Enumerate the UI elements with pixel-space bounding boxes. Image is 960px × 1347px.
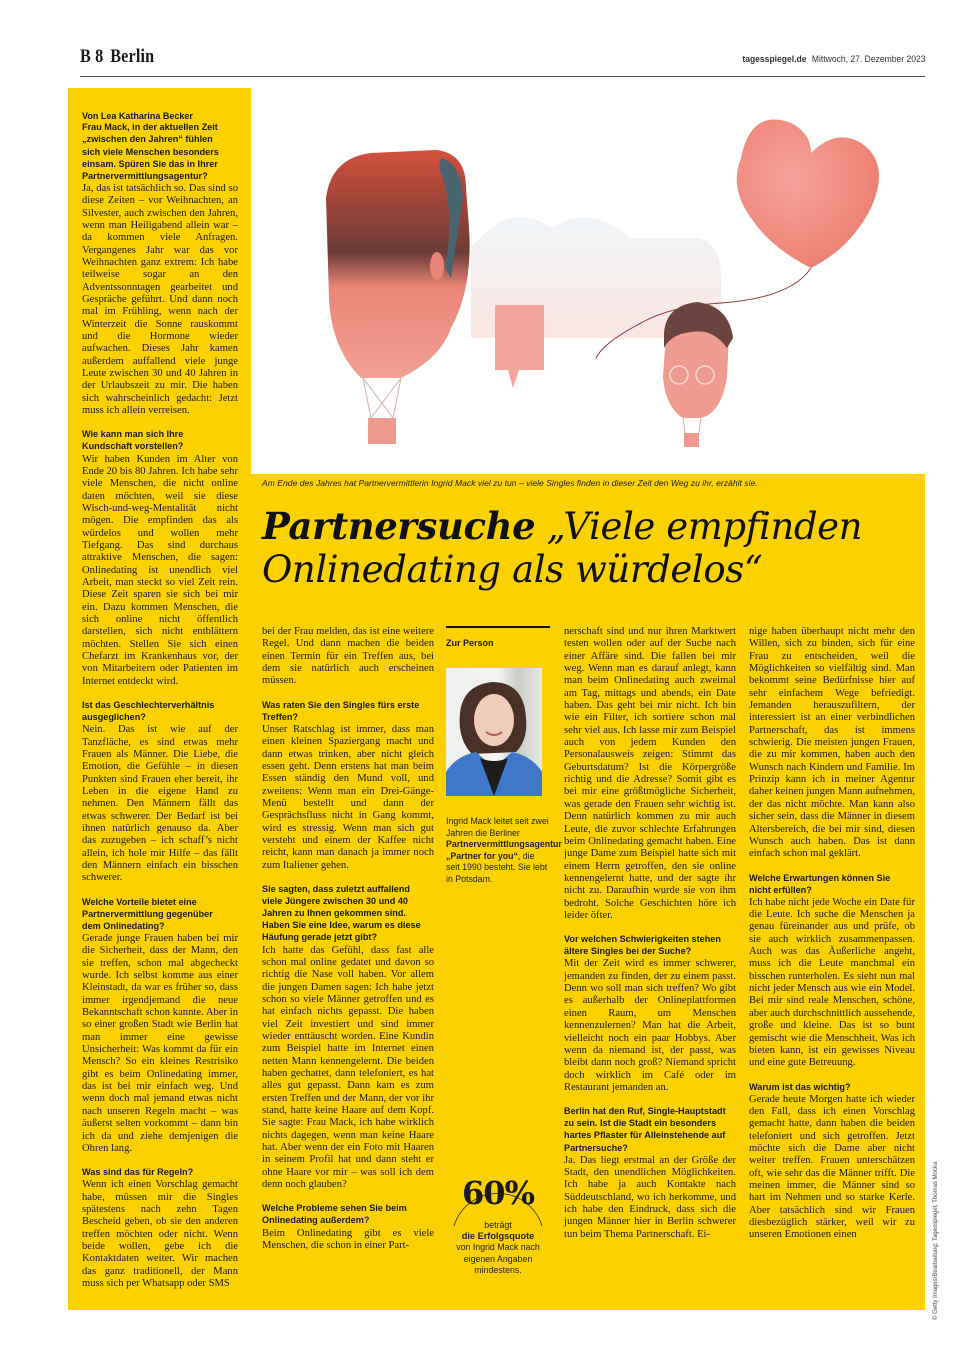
interview-question: Welche Probleme sehen Sie beim Onlinedating außerdem? — [262, 1203, 407, 1227]
headline-kicker: Partnersuche — [262, 504, 536, 548]
interview-question: Warum ist das wichtig? — [749, 1081, 851, 1093]
interview-question: Ist das Geschlechterverhältnis ausgeglichen? — [82, 700, 215, 724]
stat-box — [446, 1150, 550, 1276]
interview-question: Was sind das für Regeln? — [82, 1167, 194, 1179]
site-link[interactable]: tagesspiegel.de — [741, 54, 807, 65]
article-column-4 — [749, 626, 915, 1242]
stat-line-3: von Ingrid Mack nach eigenen Angaben mindestens. — [456, 1242, 540, 1275]
stat-line-1: beträgt — [484, 1220, 512, 1230]
photo-credit: © Getty Images/Bearbeitung: Tagesspiegel; Thomas Mocka — [933, 1161, 939, 1320]
interview-question: Vor welchen Schwierigkeiten stehen ältere Singles bei der Suche? — [564, 934, 721, 958]
interview-answer: Wir haben Kunden im Alter von Ende 20 bis 80 Jahren. Ich habe sehr viele Menschen, die nicht online daten möchten, weil sie diese Wisch-und-weg-Mentalität nicht mögen. Die empfinden das als würdelos und wollen mehr Tiefgang. Das sind durchaus attraktive Menschen, die sagen: Onlinedating ist unendlich viel Arbeit, man steckt so viel Zeit rein. Diese Zeit sparen sie sich bei mir ein. Dazu kommen Menschen, die sich online nicht öffentlich darstellen, sich nicht entblättern möchten. Stellen Sie sich einen Chefarzt im Krankenhaus vor, der von Mitarbeitern oder Patienten im Internet entdeckt wird. — [82, 453, 238, 687]
masthead — [80, 46, 925, 77]
interview-answer: Gerade heute Morgen hatte ich wieder den Fall, dass ich einen Vorschlag gemacht hatte, dann haben die beiden telefoniert und sich getroffen. Jetzt möchte sich die Dame aber nicht weiter treffen. Frauen unterschätzen oft, wie sehr das die Männer trifft. Die meinen immer, die Männer sind so hart im Nehmen und so starke Kerle. Aber tatsächlich sind wir Frauen diesbezüglich stärker, weil wir zu unseren Emotionen einen — [749, 1093, 915, 1241]
interview-answer: nerschaft sind und nur ihren Marktwert testen wollen oder auf der Suche nach einer Affäre sind. Die fallen bei mir weg. Wenn man es darauf anlegt, kann man beim Onlinedating auch zweimal am Tag, mittags und abends, ein Date haben. Das geht bei mir nicht. Ich bin wie ein Filter, ich sortiere schon mal sehr viel aus. Ich lasse mir zum Beispiel auch von jedem Kunden den Personalausweis zeigen: Stimmt das Geburtsdatum? Ist die Körpergröße richtig und die Adresse? Somit gibt es bei mir eine größtmögliche Sicherheit, was gerade den Frauen sehr wichtig ist. Denn natürlich kommen zu mir auch Leute, die zuvor schlechte Erfahrungen beim Onlinedating gemacht haben. Eine junge Dame zum Beispiel hatte sich mit einem Herrn getroffen, den sie online kennengelernt hatte, und der sagte ihr nicht zu. Daraufhin wurde sie von ihm bedroht. Solche Geschichten höre ich leider öfter. — [564, 626, 736, 921]
interview-answer: Nein. Das ist wie auf der Tanzfläche, es sind etwas mehr Frauen als Männer. Die Liebe, die Emotion, die Gefühle – in diesen Punkten sind Frauen eher bereit, ihr Leben in die eigene Hand zu nehmen. Den Männern fällt das etwas schwerer. Der Bedarf ist bei ihnen natürlich genauso da. Aber das zuzugeben – ich schaff’s nicht allein, ich hole mir Hilfe – das fällt den Männern einfach ein bisschen schwerer. — [82, 724, 238, 884]
interview-answer: nige haben überhaupt nicht mehr den Willen, sich zu binden, sich für eine Frau zu entscheiden, weil die Möglichkeiten so vielfältig sind. Man bekommt seine Bedürfnisse hier auf sehr einfachem Wege befriedigt. Jemanden herauszufiltern, der interessiert ist an einer verbindlichen Partnerschaft, das ist immens schwierig. Die meisten jungen Frauen, die zu mir kommen, haben auch den Wunsch nach Kindern und Familie. Im Prinzip kann ich in meiner Agentur daher keinen jungen Mann aufnehmen, der das nicht möchte. Man kann also sicher sein, dass die Männer in diesem Altersbereich, die bei mir sind, diesen Wunsch auch haben. Das ist dann einfach schon mal geklärt. — [749, 626, 915, 860]
image-caption: Am Ende des Jahres hat Partnervermittlerin Ingrid Mack viel zu tun – viele Singles finden in dieser Zeit den Weg zu ihr, erzählt sie. — [262, 478, 758, 488]
hot-air-balloon-heads-illustration-icon — [251, 88, 925, 474]
profile-divider — [446, 626, 550, 628]
interview-answer: Ich habe nicht jede Woche ein Date für die Leute. Ich suche die Menschen ja genau füreinander aus und prüfe, ob sie auch wirklich zusammenpassen. Auch was das Äußerliche angeht, muss ich die Leute manchmal ein bisschen runterholen. Es sieht nun mal nicht jeder Mensch aus wie ein Model. Bei mir sind reale Menschen, schöne, aber auch durchschnittlich aussehende, große und kleine. Das ist so bunt gemischt wie die Menschheit. Was ich bieten kann, ist ein gewisses Niveau und eine gute Betreuung. — [749, 896, 915, 1069]
interview-answer: Unser Ratschlag ist immer, dass man einen kleinen Spaziergang macht und dann etwas trinken, aber nicht gleich essen geht. Denn erstens hat man beim Essen ständig den Mund voll, und zweitens: Wenn man ein Drei-Gänge-Menü bestellt und dann der Gesprächsfluss nicht in Gang kommt, wird es stressig. Wenn man sich gut versteht und einem der Kaffee nicht reicht, kann man danach ja immer noch zum Italiener gehen. — [262, 723, 434, 871]
interview-answer: Beim Onlinedating gibt es viele Menschen, die schon in einer Part- — [262, 1227, 434, 1251]
profile-box — [446, 626, 562, 885]
profile-bio — [446, 816, 562, 885]
profile-title: Zur Person — [446, 638, 494, 648]
interview-answer: Mit der Zeit wird es immer schwerer, jemanden zu finden, der zu einem passt. Denn wo soll man sich treffen? Wo gibt es außerhalb der Onlineplattformen einen Raum, um Menschen kennenzulernen? Man hat die Arbeit, vielleicht noch ein paar Hobbys. Aber wenn da niemand ist, der passt, was bleibt dann noch groß? Niemand spricht doch wirklich im Café oder im Restaurant jemanden an. — [564, 958, 736, 1093]
article-headline — [262, 505, 922, 591]
byline: Von Lea Katharina Becker — [82, 111, 193, 121]
article-illustration — [251, 88, 925, 474]
bio-text: Ingrid Mack leitet seit zwei Jahren die Berliner — [446, 816, 549, 838]
article-column-1 — [82, 110, 238, 1290]
interview-question: Frau Mack, in der aktuellen Zeit „zwischen den Jahren“ fühlen sich viele Menschen besonders einsam. Spüren Sie das in Ihrer Partnervermittlungsagentur? — [82, 122, 219, 182]
interview-answer: bei der Frau melden, das ist eine weitere Regel. Und dann machen die beiden einen Termin für ein Treffen aus, bei dem sie natürlich auch erscheinen müssen. — [262, 626, 434, 687]
section-name: Berlin — [110, 46, 155, 67]
stat-value: 60% — [462, 1174, 534, 1212]
bio-agency-name: Partnervermittlungsagentur „Partner for you“ — [446, 839, 562, 861]
interview-answer: Gerade junge Frauen haben bei mir die Sicherheit, dass der Mann, den sie treffen, schon mal abgecheckt wurde. Ich selbst komme aus einer Kleinstadt, da war es früher so, dass immer irgendjemand die neue Bekanntschaft schon kannte. Aber in so einer großen Stadt wie Berlin hat man immer eine gewisse Unsicherheit: Was kommt da für ein Mensch? So ein kleines Restrisiko gibt es beim Onlinedating immer, das ist bei mir einfach weg. Und wenn doch mal jemand etwas nicht nach unseren Regeln macht – was äußerst selten vorkommt – dann bin ich da und ziehe demjenigen die Ohren lang. — [82, 933, 238, 1154]
page-number: B 8 — [80, 46, 104, 67]
interview-question: Welche Erwartungen können Sie nicht erfüllen? — [749, 872, 891, 896]
headline-quote: „Viele empfinden Onlinedating als würdelos“ — [262, 505, 863, 591]
interview-answer: Ich hatte das Gefühl, dass fast alle schon mal online gedatet und davon so richtig die Nase voll haben. Vor allem die jungen Damen sagen: Ich habe jetzt schon so viele Männer getroffen und es hat einfach nichts gepasst. Die haben viel Zeit investiert und sind immer wieder enttäuscht worden. Eine Kundin zum Beispiel hatte im Internet einen netten Mann kennengelernt. Die beiden haben gechattet, dann telefoniert, es hat alles gut gepasst. Dann kam es zum ersten Treffen und der Mann, der vor ihr stand, hatte keine Haare auf dem Kopf. Sie sagte: Frau Mack, ich habe wirklich nichts dagegen, wenn man keine Haare hat. Aber wenn der ein Foto mit Haaren in seinem Profil hat und dann steht er ohne Haare vor mir – was soll ich dem denn noch glauben? — [262, 944, 434, 1191]
masthead-meta — [742, 54, 925, 65]
interview-question: Sie sagten, dass zuletzt auffallend viele Jüngere zwischen 30 und 40 Jahren zu Ihnen gekommen sind. Haben Sie eine Idee, warum es diese Häufung gerade jetzt gibt? — [262, 884, 421, 944]
interview-question: Was raten Sie den Singles fürs erste Treffen? — [262, 699, 420, 723]
bio-text-end: , die seit 1990 besteht. Sie lebt in Potsdam. — [446, 850, 548, 884]
interview-question: Welche Vorteile bietet eine Partnervermittlung gegenüber dem Onlinedating? — [82, 896, 213, 932]
interview-answer: Ja, das ist tatsächlich so. Das sind so diese Zeiten – vor Weihnachten, an Silvester, auch zwischen den Jahren, wenn man Heiligabend allein war – da kommen viele Anfragen. Vergangenes Jahr war das vor Weihnachten ganz extrem: Ich habe teilweise sogar an den Adventssonntagen gearbeitet und Gespräche geführt. Und dann noch mal im Frühling, wenn nach der Winterzeit die Sonne rauskommt und die Hormone wieder aufwachen. Dieses Jahr kamen außerdem auffallend viele junge Leute zwischen 30 und 40 Jahren in der Urlaubszeit zu mir. Die haben sich wahrscheinlich gedacht: Jetzt muss ich allein verreisen. — [82, 182, 238, 416]
article-column-3 — [564, 626, 736, 1241]
interview-answer: Ja. Das liegt erstmal an der Größe der Stadt, den unendlichen Möglichkeiten. Ich habe ja auch Kontakte nach Süddeutschland, wo ich herkomme, und ich habe den Eindruck, dass sich die jungen Männer hier in Berlin schwerer tun beim Thema Partnerschaft. Ei- — [564, 1154, 736, 1240]
portrait-icon — [446, 668, 542, 796]
interview-answer: Wenn ich einen Vorschlag gemacht habe, müssen mir die Singles spätestens nach zehn Tagen Bescheid geben, ob sie den anderen treffen möchten oder nicht. Wenn beide wollen, gebe ich die Kontaktdaten weiter. Wir machen das ganz traditionell, der Mann muss sich per Whatsapp oder SMS — [82, 1179, 238, 1290]
interview-question: Wie kann man sich Ihre Kundschaft vorstellen? — [82, 429, 184, 453]
article-column-2 — [262, 626, 434, 1252]
stat-line-2: die Erfolgsquote — [461, 1231, 535, 1242]
interview-question: Berlin hat den Ruf, Single-Hauptstadt zu sein. Ist die Stadt ein besonders hartes Pflaster für Alleinstehende auf Partnersuche? — [564, 1106, 726, 1154]
section-header — [80, 46, 154, 68]
issue-date: Mittwoch, 27. Dezember 2023 — [811, 54, 925, 65]
portrait-photo — [446, 668, 542, 796]
